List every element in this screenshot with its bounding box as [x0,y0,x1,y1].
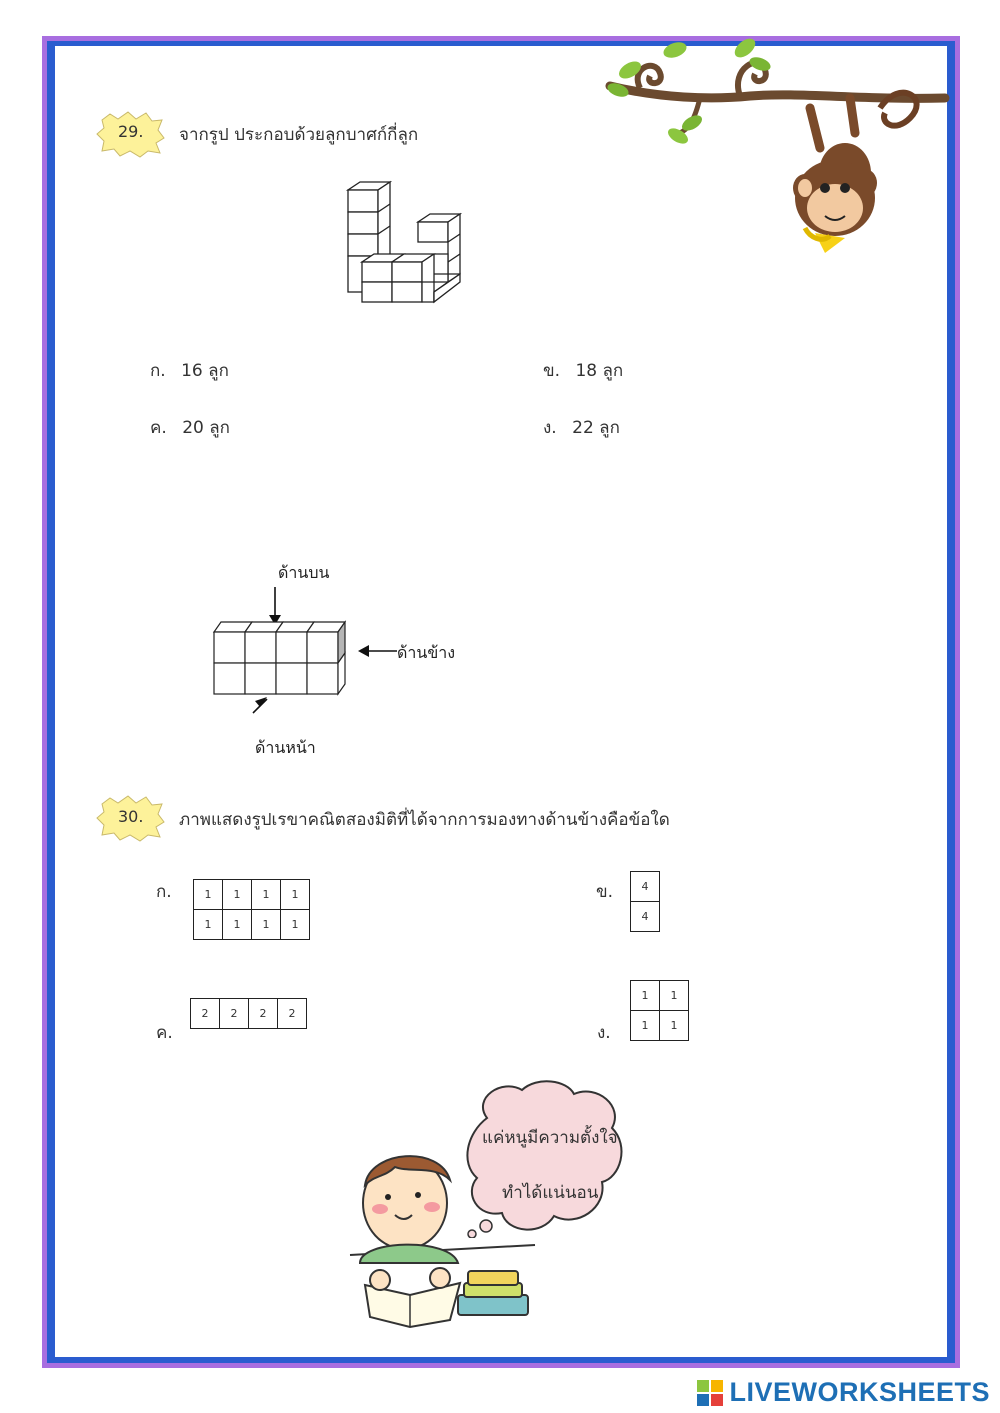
choice-letter: ค. [150,418,167,438]
speech-line-1: แค่หนูมีความตั้งใจ [482,1128,618,1148]
speech-line-2: ทำได้แน่นอน [502,1183,599,1203]
choice-29-d[interactable] [543,414,620,441]
liveworksheets-logo-icon [697,1380,723,1406]
grid-cell: 1 [252,880,281,910]
option-30-c-grid[interactable] [190,998,307,1029]
choice-text: 18 ลูก [575,361,624,381]
grid-cell: 1 [194,880,223,910]
question-30-text: ภาพแสดงรูปเรขาคณิตสองมิติที่ได้จากการมองทางด้านข้างคือข้อใด [179,810,670,830]
grid-cell: 1 [252,910,281,940]
grid-cell: 4 [631,902,660,932]
grid-cell: 1 [631,1011,660,1041]
grid-cell: 1 [660,1011,689,1041]
choice-29-a[interactable] [150,357,229,384]
grid-cell: 2 [278,999,307,1029]
grid-cell: 4 [631,872,660,902]
option-30-a-letter[interactable]: ก. [156,882,172,902]
side-view-label: ด้านข้าง [397,643,456,662]
grid-cell: 2 [249,999,278,1029]
grid-cell: 1 [660,981,689,1011]
choice-letter: ง. [543,418,557,438]
grid-cell: 1 [281,910,310,940]
grid-cell: 2 [220,999,249,1029]
stacked-cubes-figure [340,178,470,304]
option-30-b-grid[interactable] [630,871,660,932]
choice-text: 22 ลูก [572,418,620,438]
choice-29-b[interactable] [543,357,623,384]
choice-letter: ก. [150,361,166,381]
grid-cell: 1 [281,880,310,910]
top-view-label: ด้านบน [278,563,330,582]
grid-cell: 1 [223,910,252,940]
liveworksheets-brand[interactable]: LIVEWORKSHEETS [729,1377,990,1407]
grid-cell: 2 [191,999,220,1029]
option-30-d-letter[interactable]: ง. [597,1023,611,1043]
grid-cell: 1 [194,910,223,940]
option-30-b-letter[interactable]: ข. [596,882,614,902]
choice-text: 16 ลูก [181,361,229,381]
speech-bubble [462,1078,627,1238]
grid-cell: 1 [631,981,660,1011]
choice-text: 20 ลูก [182,418,230,438]
option-30-a-grid[interactable] [193,879,310,940]
choice-letter: ข. [543,361,561,381]
choice-29-c[interactable] [150,414,230,441]
monkey-on-branch-illustration [600,38,950,253]
option-30-d-grid[interactable] [630,980,689,1041]
question-29-number: 29. [118,122,144,141]
question-30-number: 30. [118,807,144,826]
question-29-text: จากรูป ประกอบด้วยลูกบาศก์กี่ลูก [179,125,419,145]
front-view-label: ด้านหน้า [255,738,316,757]
grid-cell: 1 [223,880,252,910]
option-30-c-letter[interactable]: ค. [156,1023,173,1043]
